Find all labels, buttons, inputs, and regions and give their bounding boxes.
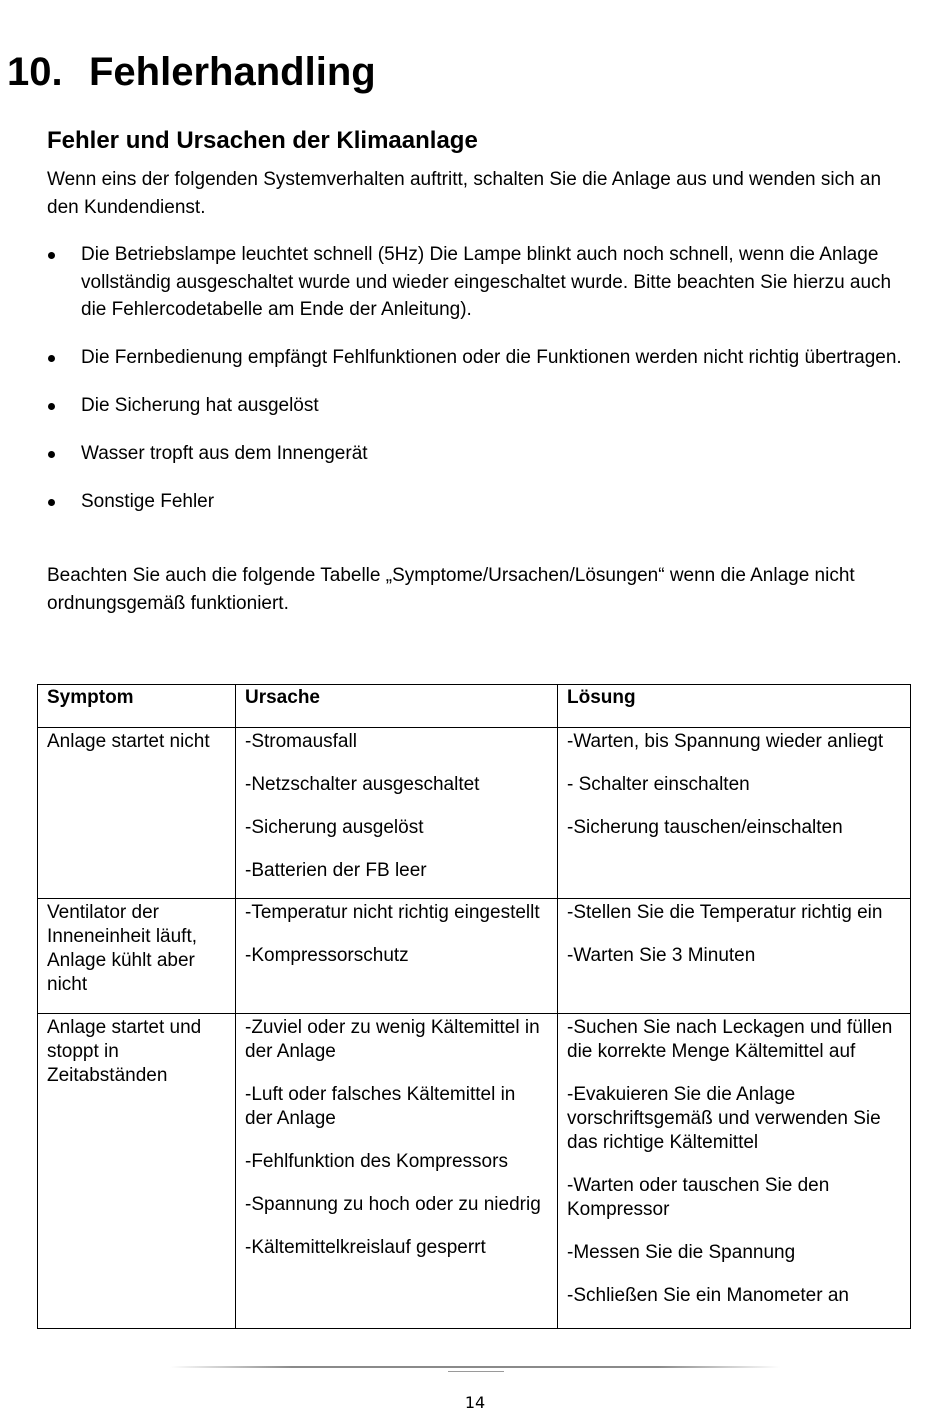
chapter-title: Fehlerhandling xyxy=(89,50,376,94)
bullet-text: Wasser tropft aus dem Innengerät xyxy=(81,443,368,464)
solution-item: -Warten Sie 3 Minuten xyxy=(567,945,756,966)
bullet-item xyxy=(47,392,917,420)
cause-item: -Stromausfall xyxy=(245,731,357,752)
bullet-text: Die Sicherung hat ausgelöst xyxy=(81,395,319,416)
bullet-icon xyxy=(48,252,55,259)
footer-divider-accent xyxy=(448,1371,504,1372)
cause-cell xyxy=(236,1014,558,1329)
cause-item: -Zuviel oder zu wenig Kältemittel in der Anlage xyxy=(245,1017,540,1062)
solution-cell xyxy=(558,728,911,899)
bullet-item xyxy=(47,440,917,468)
bullet-item xyxy=(47,488,917,516)
footer-divider xyxy=(170,1366,780,1368)
table-row xyxy=(38,899,911,1014)
table-note-paragraph: Beachten Sie auch die folgende Tabelle „Symptome/Ursachen/Lösungen“ wenn die Anlage nicht ordnungsgemäß funktioniert. xyxy=(47,565,855,614)
solution-item: -Sicherung tauschen/einschalten xyxy=(567,817,843,838)
solution-item: -Messen Sie die Spannung xyxy=(567,1242,796,1263)
table-row xyxy=(38,1014,911,1329)
cause-item: -Kompressorschutz xyxy=(245,945,409,966)
cause-item: -Fehlfunktion des Kompressors xyxy=(245,1151,508,1172)
bullet-item xyxy=(47,241,917,324)
page-number: 14 xyxy=(464,1393,486,1412)
header-symptom: Symptom xyxy=(38,685,236,728)
solution-cell xyxy=(558,899,911,1014)
solution-item: - Schalter einschalten xyxy=(567,774,750,795)
cause-item: -Sicherung ausgelöst xyxy=(245,817,424,838)
solution-item: -Warten, bis Spannung wieder anliegt xyxy=(567,731,884,752)
cause-item: -Batterien der FB leer xyxy=(245,860,427,881)
bullet-item xyxy=(47,344,917,372)
symptom-cell: Anlage startet nicht xyxy=(38,728,236,899)
intro-paragraph: Wenn eins der folgenden Systemverhalten auftritt, schalten Sie die Anlage aus und wenden sich an den Kundendienst. xyxy=(47,169,882,218)
page-title xyxy=(7,48,376,96)
table-header-row xyxy=(38,685,911,728)
fault-table xyxy=(37,684,911,1329)
symptom-bullet-list xyxy=(47,241,917,536)
solution-item: -Schließen Sie ein Manometer an xyxy=(567,1285,849,1306)
solution-item: -Warten oder tauschen Sie den Kompressor xyxy=(567,1175,830,1220)
cause-item: -Netzschalter ausgeschaltet xyxy=(245,774,480,795)
symptom-cell: Ventilator der Inneneinheit läuft, Anlage kühlt aber nicht xyxy=(38,899,236,1014)
bullet-icon xyxy=(48,403,55,410)
cause-cell xyxy=(236,728,558,899)
symptom-cell: Anlage startet und stoppt in Zeitabständen xyxy=(38,1014,236,1329)
bullet-text: Sonstige Fehler xyxy=(81,491,215,512)
bullet-icon xyxy=(48,451,55,458)
header-cause: Ursache xyxy=(236,685,558,728)
solution-item: -Evakuieren Sie die Anlage vorschriftsgemäß und verwenden Sie das richtige Kältemittel xyxy=(567,1084,881,1153)
cause-item: -Kältemittelkreislauf gesperrt xyxy=(245,1237,486,1258)
bullet-icon xyxy=(48,355,55,362)
header-solution: Lösung xyxy=(558,685,911,728)
cause-item: -Spannung zu hoch oder zu niedrig xyxy=(245,1194,541,1215)
table-row xyxy=(38,728,911,899)
section-title: Fehler und Ursachen der Klimaanlage xyxy=(47,127,478,154)
solution-cell xyxy=(558,1014,911,1329)
bullet-icon xyxy=(48,499,55,506)
cause-cell xyxy=(236,899,558,1014)
bullet-text: Die Betriebslampe leuchtet schnell (5Hz) Die Lampe blinkt auch noch schnell, wenn die Anlage vollständig ausgeschaltet wurde und wieder eingeschaltet wurde. Bitte beachten Sie hierzu auch die Fehlercodetabelle am Ende der Anleitung). xyxy=(81,244,892,320)
cause-item: -Temperatur nicht richtig eingestellt xyxy=(245,902,540,923)
cause-item: -Luft oder falsches Kältemittel in der Anlage xyxy=(245,1084,516,1129)
chapter-number: 10. xyxy=(7,50,63,94)
solution-item: -Stellen Sie die Temperatur richtig ein xyxy=(567,902,883,923)
bullet-text: Die Fernbedienung empfängt Fehlfunktionen oder die Funktionen werden nicht richtig übertragen. xyxy=(81,347,902,368)
solution-item: -Suchen Sie nach Leckagen und füllen die korrekte Menge Kältemittel auf xyxy=(567,1017,893,1062)
